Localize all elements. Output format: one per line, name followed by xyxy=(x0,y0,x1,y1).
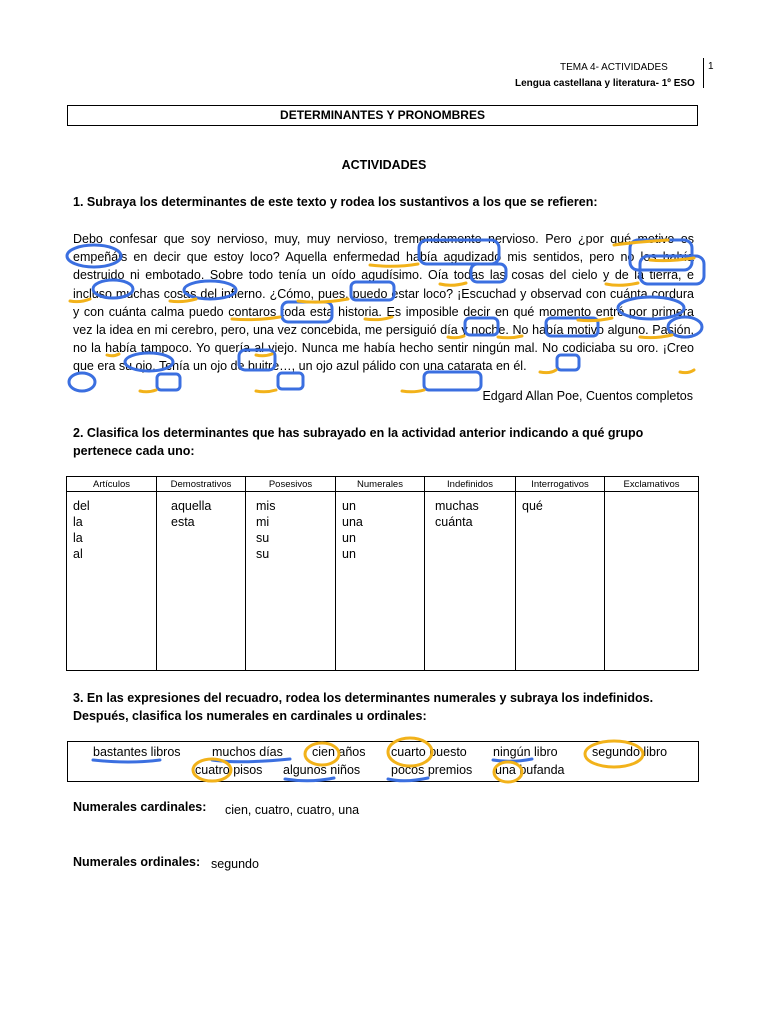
excerpt-source: Edgard Allan Poe, Cuentos completos xyxy=(482,389,693,403)
cell-demostrativos xyxy=(157,492,246,671)
table-entry: cuánta xyxy=(435,515,473,529)
table-entry: mi xyxy=(256,515,270,529)
expression: una bufanda xyxy=(495,763,565,777)
col-header-exclamativos: Exclamativos xyxy=(605,477,699,492)
col-header-articulos: Artículos xyxy=(67,477,157,492)
table-entry: aquella xyxy=(171,499,212,513)
question-1: 1. Subraya los determinantes de este texto y rodea los sustantivos a los que se refieren: xyxy=(73,195,598,209)
poe-excerpt: Debo confesar que soy nervioso, muy, muy nervioso, tremendamente nervioso. Pero ¿por qué motivo os empeñáis en decir que estoy loco? Aquella enfermedad había agudizado mis sentidos, pero no los había destruido ni embotado. Sobre todo tenía un oído agudísimo. Oía todas las cosas del cielo y de la tierra, e incluso muchas cosas del infierno. ¿Cómo, pues, puedo estar loco? ¡Escuchad y observad con cuánta cordura y con cuánta calma puedo contaros toda esta historia. Es imposible decir en qué momento entró por primera vez la idea en mi cerebro, pero, una vez concebida, me persiguió día y noche. No había motivo alguno. Pasión, no la había tampoco. Yo quería al viejo. Nunca me había hecho sentir ningún mal. No codiciaba su oro. ¡Creo que era su ojo. Tenía un ojo de buitre…, un ojo azul pálido con una catarata en él. xyxy=(73,232,694,374)
expression: bastantes libros xyxy=(93,745,181,759)
expression: muchos días xyxy=(212,745,283,759)
table-entry: mis xyxy=(256,499,276,513)
header-topic: TEMA 4- ACTIVIDADES xyxy=(560,62,668,73)
cardinales-answer[interactable]: cien, cuatro, cuatro, una xyxy=(225,803,360,817)
question-2: 2. Clasifica los determinantes que has subrayado en la actividad anterior indicando a qué grupo pertenece cada uno: xyxy=(73,426,644,458)
ordinales-answer[interactable]: segundo xyxy=(211,857,259,871)
cardinales-label: Numerales cardinales: xyxy=(73,800,207,814)
section-heading: ACTIVIDADES xyxy=(341,158,427,172)
table-entry: qué xyxy=(522,499,543,513)
table-entry: esta xyxy=(171,515,195,529)
expression: segundo libro xyxy=(592,745,668,759)
table-entry: un xyxy=(342,499,356,513)
header-divider xyxy=(703,58,704,88)
table-entry: al xyxy=(73,547,83,561)
cell-indefinidos xyxy=(425,492,516,671)
page-number: 1 xyxy=(708,61,714,72)
expression: algunos niños xyxy=(283,763,361,777)
table-entry: la xyxy=(73,531,83,545)
table-entry: un xyxy=(342,547,356,561)
table-entry: una xyxy=(342,515,363,529)
expression: cien años xyxy=(312,745,366,759)
document-title: DETERMINANTES Y PRONOMBRES xyxy=(67,105,698,126)
col-header-numerales: Numerales xyxy=(336,477,425,492)
expressions-box xyxy=(67,741,699,782)
table-entry: un xyxy=(342,531,356,545)
table-entry: la xyxy=(73,515,83,529)
ordinales-label: Numerales ordinales: xyxy=(73,855,201,869)
table-entry: su xyxy=(256,547,270,561)
expression: cuarto puesto xyxy=(391,745,467,759)
expression: cuatro pisos xyxy=(195,763,263,777)
header-subject: Lengua castellana y literatura- 1º ESO xyxy=(515,78,695,89)
cell-interrogativos xyxy=(516,492,605,671)
col-header-posesivos: Posesivos xyxy=(246,477,336,492)
table-entry: muchas xyxy=(435,499,479,513)
col-header-interrogativos: Interrogativos xyxy=(516,477,605,492)
expression: ningún libro xyxy=(493,745,558,759)
col-header-indefinidos: Indefinidos xyxy=(425,477,516,492)
table-entry: del xyxy=(73,499,90,513)
col-header-demostrativos: Demostrativos xyxy=(157,477,246,492)
expression: pocos premios xyxy=(391,763,473,777)
classification-table xyxy=(66,476,699,671)
cell-articulos xyxy=(67,492,157,671)
cell-exclamativos xyxy=(605,492,699,671)
question-3: 3. En las expresiones del recuadro, rodea los determinantes numerales y subraya los indefinidos. Después, clasifica los numerales en cardinales u ordinales: xyxy=(73,691,654,723)
cell-posesivos xyxy=(246,492,336,671)
cell-numerales xyxy=(336,492,425,671)
table-entry: su xyxy=(256,531,270,545)
